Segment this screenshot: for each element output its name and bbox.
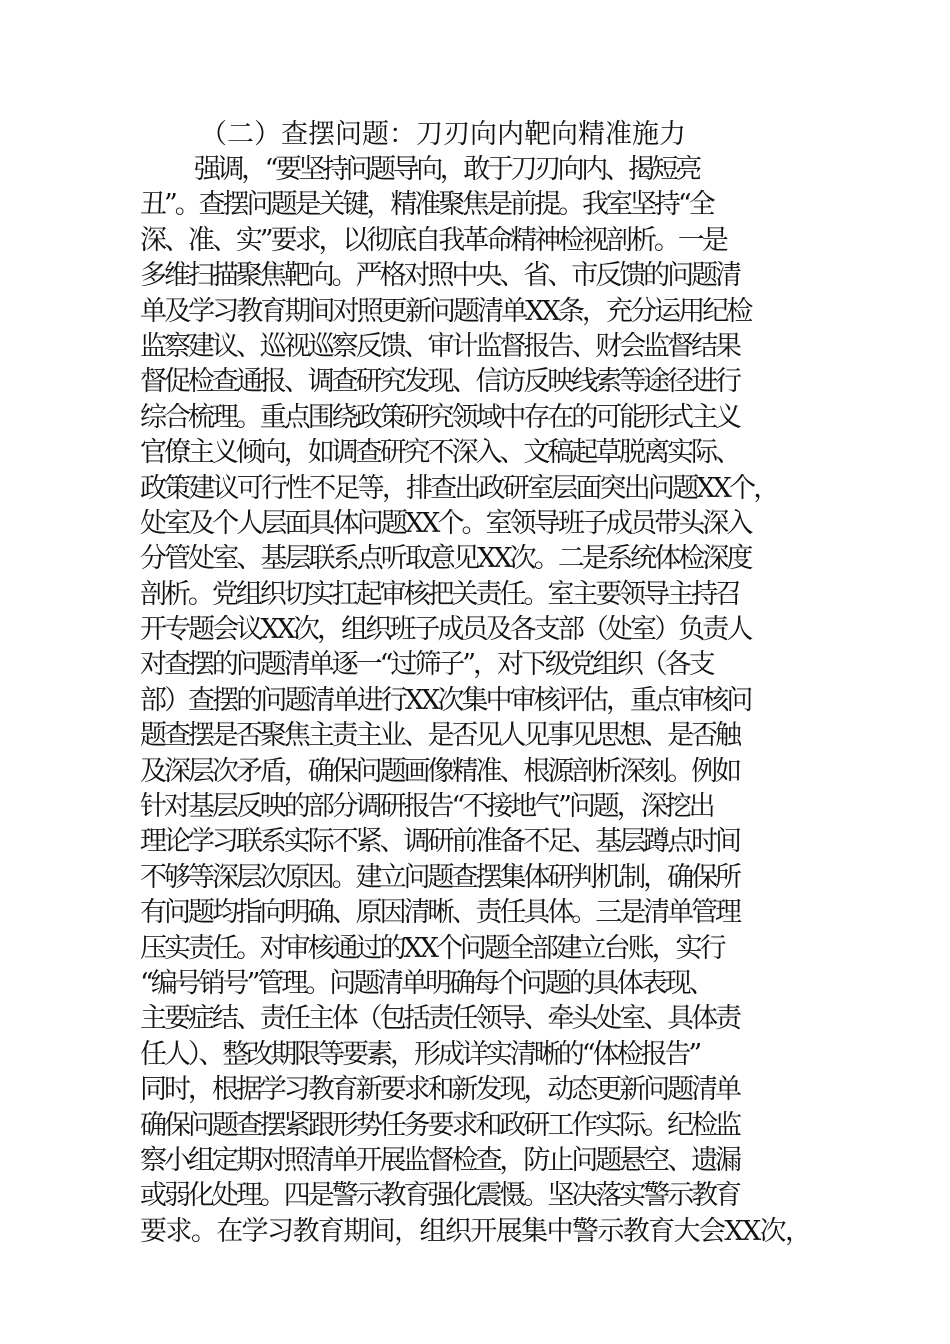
paragraph-line: 察小组定期对照清单开展监督检查，防止问题悬空、遗漏 [140, 1144, 739, 1176]
paragraph-line: 开专题会议XX次，组织班子成员及各支部（处室）负责人 [140, 614, 751, 646]
paragraph-line: 督促检查通报、调查研究发现、信访反映线索等途径进行 [140, 366, 739, 398]
paragraph-line: 剖析。党组织切实扛起审核把关责任。室主要领导主持召 [140, 578, 739, 610]
paragraph-line: 不够等深层次原因。建立问题查摆集体研判机制，确保所 [140, 861, 739, 893]
paragraph-line: 题查摆是否聚焦主责主业、是否见人见事见思想、是否触 [140, 720, 739, 752]
paragraph-line: 主要症结、责任主体（包括责任领导、牵头处室、具体责 [140, 1003, 739, 1035]
paragraph-line: 强调，“要坚持问题导向，敢于刀刃向内、揭短亮 [194, 154, 699, 185]
paragraph-line: 确保问题查摆紧跟形势任务要求和政研工作实际。纪检监 [140, 1109, 739, 1141]
paragraph-line: 单及学习教育期间对照更新问题清单XX条，充分运用纪检 [140, 295, 751, 327]
paragraph-line: 对查摆的问题清单逐一“过筛子”，对下级党组织（各支 [140, 649, 713, 681]
paragraph-line: 处室及个人层面具体问题XX个。室领导班子成员带头深入 [140, 507, 751, 539]
paragraph-line: 分管处室、基层联系点听取意见XX次。二是系统体检深度 [140, 543, 751, 575]
paragraph-line: 要求。在学习教育期间，组织开展集中警示教育大会XX次， [140, 1215, 811, 1247]
paragraph-line: 深、准、实”要求，以彻底自我革命精神检视剖析。一是 [140, 224, 726, 256]
paragraph-line: 部）查摆的问题清单进行XX次集中审核评估，重点审核问 [140, 684, 751, 716]
paragraph-line: 官僚主义倾向，如调查研究不深入、文稿起草脱离实际、 [140, 437, 739, 469]
paragraph-line: 有问题均指向明确、原因清晰、责任具体。三是清单管理 [140, 897, 739, 929]
paragraph-line: “编号销号”管理。问题清单明确每个问题的具体表现、 [140, 967, 713, 999]
paragraph-line: 同时，根据学习教育新要求和新发现，动态更新问题清单 [140, 1074, 739, 1106]
section-heading: （二）查摆问题：刀刃向内靶向精准施力 [200, 119, 686, 150]
paragraph-line: 政策建议可行性不足等，排查出政研室层面突出问题XX个， [140, 472, 778, 504]
paragraph-line: 任人）、整改期限等要素，形成详实清晰的“体检报告” [140, 1038, 700, 1070]
paragraph-line: 监察建议、巡视巡察反馈、审计监督报告、财会监督结果 [140, 330, 739, 362]
paragraph-line: 综合梳理。重点围绕政策研究领域中存在的可能形式主义 [140, 401, 739, 433]
paragraph-line: 及深层次矛盾，确保问题画像精准、根源剖析深刻。例如 [140, 755, 739, 787]
paragraph-line: 理论学习联系实际不紧、调研前准备不足、基层蹲点时间 [140, 826, 739, 858]
paragraph-line: 丑”。查摆问题是关键，精准聚焦是前提。我室坚持“全 [140, 189, 713, 221]
paragraph-line: 压实责任。对审核通过的XX个问题全部建立台账，实行 [140, 932, 724, 964]
paragraph-line: 针对基层反映的部分调研报告“不接地气”问题，深挖出 [140, 791, 713, 823]
body-paragraph [140, 152, 810, 1249]
paragraph-line: 多维扫描聚焦靶向。严格对照中央、省、市反馈的问题清 [140, 260, 739, 292]
paragraph-line: 或弱化处理。四是警示教育强化震慑。坚决落实警示教育 [140, 1180, 739, 1212]
